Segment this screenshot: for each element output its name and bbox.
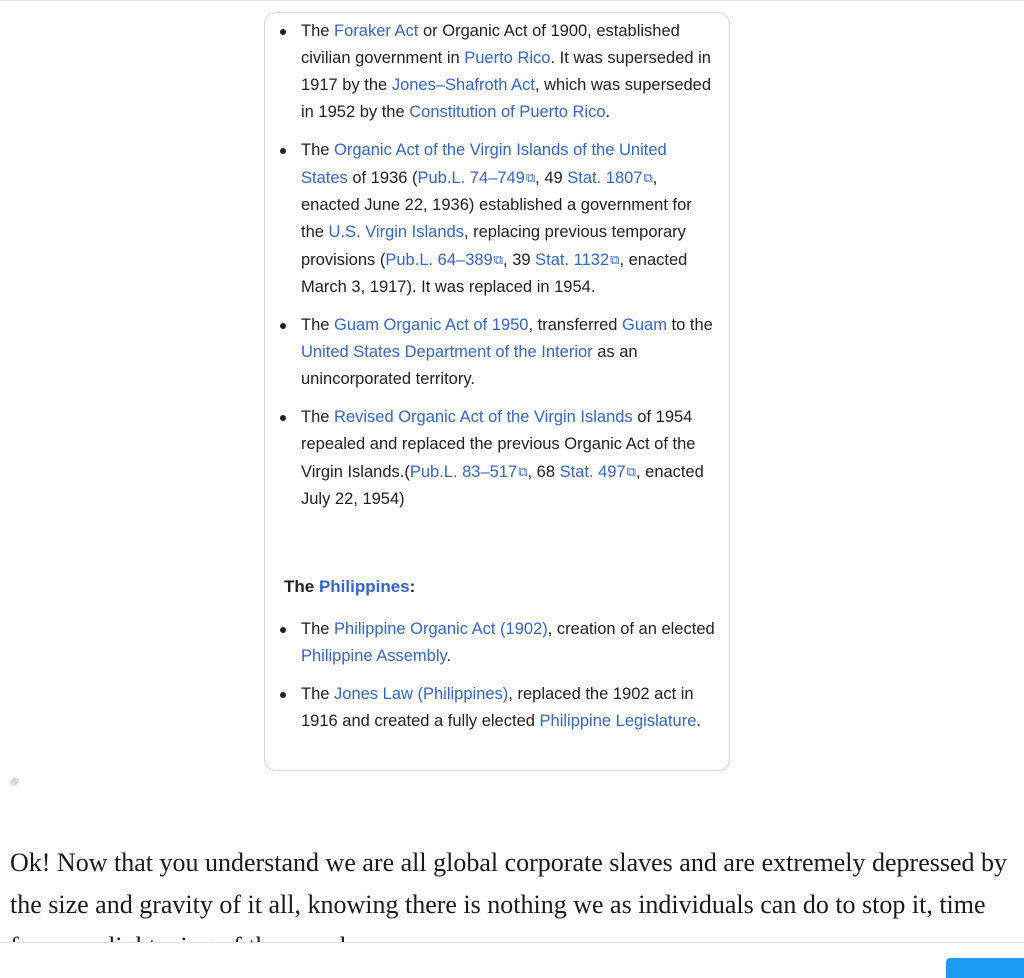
- text: , replacing previous temporary provisions (: [301, 223, 686, 269]
- section-heading-philippines: [284, 573, 415, 600]
- territories-list: [265, 18, 731, 524]
- link-jones-shafroth-act[interactable]: Jones–Shafroth Act: [391, 76, 535, 94]
- link-philippine-legislature[interactable]: Philippine Legislature: [539, 712, 697, 730]
- link-guam-organic-act[interactable]: Guam Organic Act of 1950: [334, 316, 529, 334]
- link-us-virgin-islands[interactable]: U.S. Virgin Islands: [328, 223, 464, 241]
- link-stat-497[interactable]: Stat. 497: [559, 463, 626, 481]
- list-item: [265, 312, 731, 393]
- top-divider: [0, 0, 1024, 5]
- external-link-icon: ⧉: [518, 464, 528, 479]
- text: The: [301, 316, 335, 334]
- text: :: [409, 577, 416, 596]
- wiki-excerpt-card: [264, 12, 730, 771]
- text: , replaced the 1902 act in 1916 and created a fully elected: [301, 685, 694, 730]
- external-link-icon: ⧉: [610, 252, 620, 267]
- link-icon[interactable]: ⚭: [2, 769, 28, 795]
- text: , enacted July 22, 1954): [301, 463, 704, 508]
- list-item: [265, 137, 731, 301]
- list-item: [265, 404, 731, 513]
- text: , 68: [527, 463, 560, 481]
- text: The: [301, 408, 335, 426]
- text: of 1936 (: [347, 169, 418, 187]
- link-pub-l-74-749[interactable]: Pub.L. 74–749: [417, 169, 525, 187]
- list-item: [265, 681, 731, 735]
- text: .: [696, 712, 701, 730]
- link-jones-law[interactable]: Jones Law (Philippines): [334, 685, 509, 703]
- external-link-icon: ⧉: [493, 252, 504, 267]
- link-organic-act-virgin-islands[interactable]: Organic Act of the Virgin Islands of the United States: [301, 141, 667, 187]
- link-guam[interactable]: Guam: [622, 316, 667, 334]
- text: The: [284, 577, 319, 596]
- external-link-icon: ⧉: [626, 464, 636, 479]
- link-constitution-puerto-rico[interactable]: Constitution of Puerto Rico: [409, 103, 606, 121]
- text: , creation of an elected: [547, 620, 715, 638]
- text: The: [301, 620, 335, 638]
- text: to the: [666, 316, 713, 334]
- link-philippine-organic-act[interactable]: Philippine Organic Act (1902): [334, 620, 548, 638]
- bottom-toolbar: [0, 942, 1024, 968]
- text: , 49: [535, 169, 568, 187]
- article-paragraph: Ok! Now that you understand we are all global corporate slaves and are extremely depressed by the size and gravity of it all, knowing there is nothing we as individuals can do to stop it, time: [10, 848, 1008, 919]
- link-philippines[interactable]: Philippines: [318, 577, 410, 596]
- action-button[interactable]: [946, 958, 1024, 978]
- text: . It was superseded in 1917 by the: [301, 49, 711, 94]
- text: The: [301, 22, 335, 40]
- text: , 39: [503, 251, 536, 269]
- text: The: [301, 685, 335, 703]
- link-foraker-act[interactable]: Foraker Act: [334, 22, 419, 40]
- link-revised-organic-act[interactable]: Revised Organic Act of the Virgin Islands: [334, 408, 633, 426]
- list-item: [265, 18, 731, 126]
- link-pub-l-83-517[interactable]: Pub.L. 83–517: [409, 463, 518, 481]
- text: , which was superseded in 1952 by the: [301, 76, 712, 121]
- link-stat-1807[interactable]: Stat. 1807: [567, 169, 643, 187]
- text: as an unincorporated territory.: [301, 343, 638, 388]
- external-link-icon: ⧉: [525, 170, 536, 185]
- list-item: [265, 616, 731, 670]
- text: , enacted March 3, 1917). It was replaced in 1954.: [301, 251, 688, 296]
- link-puerto-rico[interactable]: Puerto Rico: [464, 49, 551, 67]
- link-dept-interior[interactable]: United States Department of the Interior: [301, 343, 593, 361]
- link-philippine-assembly[interactable]: Philippine Assembly: [301, 647, 447, 665]
- text: , transferred: [528, 316, 623, 334]
- text: .: [605, 103, 611, 121]
- text: .: [446, 647, 452, 665]
- link-stat-1132[interactable]: Stat. 1132: [535, 251, 610, 269]
- text: , enacted June 22, 1936) established a government for the: [301, 169, 692, 241]
- text: or Organic Act of 1900, established civilian government in: [301, 22, 680, 67]
- link-pub-l-64-389[interactable]: Pub.L. 64–389: [385, 251, 493, 269]
- text: The: [301, 141, 335, 159]
- philippines-list: [265, 616, 731, 746]
- text: of 1954 repealed and replaced the previous Organic Act of the Virgin Islands.(: [301, 408, 696, 481]
- external-link-icon: ⧉: [643, 170, 653, 185]
